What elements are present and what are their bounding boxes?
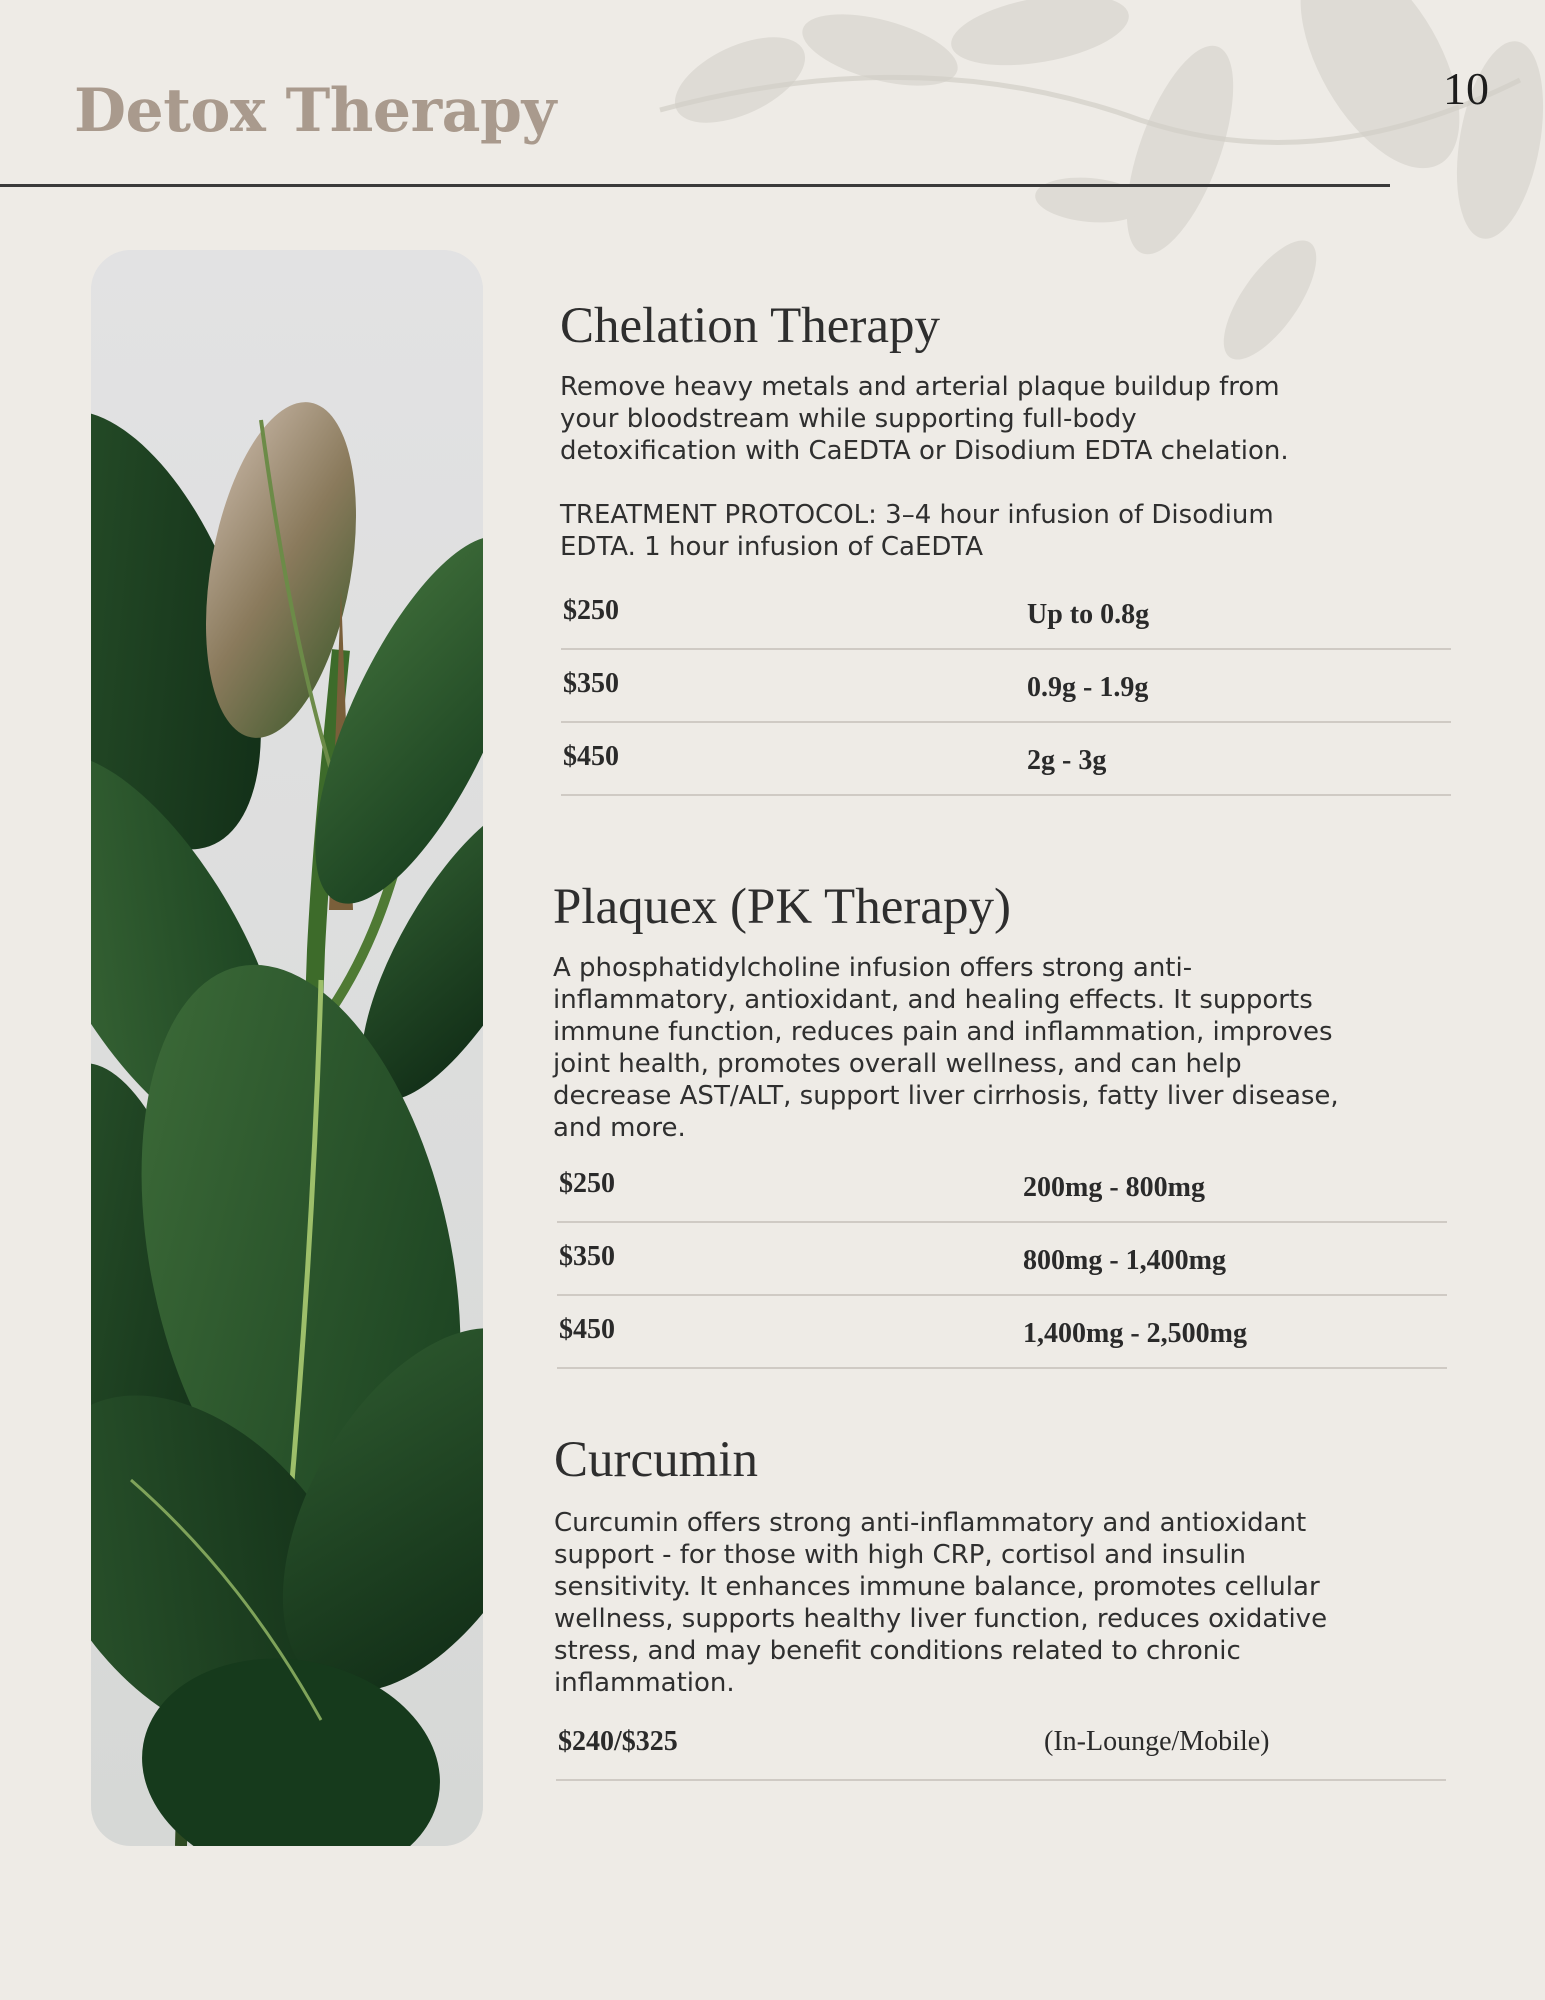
section-description: Curcumin offers strong anti-inflammatory and antioxidant support - for those with high CRP, cortisol and insulin sensitivity. It enhances immune balance, promotes cellular wellness, supports healthy liver function, reduces oxidative stress, and may benefit conditions related to chronic inflammation. <box>554 1508 1328 1699</box>
chelation-price-table <box>561 577 1451 796</box>
section-title: Chelation Therapy <box>560 298 941 354</box>
curcumin-section <box>554 1430 1454 1699</box>
section-title: Plaquex (PK Therapy) <box>553 879 1011 935</box>
section-description: Remove heavy metals and arterial plaque buildup from your bloodstream while supporting full-body detoxification with CaEDTA or Disodium EDTA chelation. <box>560 372 1289 467</box>
price-row <box>557 1223 1447 1296</box>
service-location: (In-Lounge/Mobile) <box>1044 1726 1270 1757</box>
section-title: Curcumin <box>554 1432 758 1488</box>
curcumin-price-table <box>556 1708 1446 1781</box>
price: $240/$325 <box>558 1726 678 1757</box>
price: $350 <box>559 1241 615 1272</box>
price-row <box>561 723 1451 796</box>
dose-range: 2g - 3g <box>1027 745 1107 776</box>
price: $350 <box>563 668 619 699</box>
price: $250 <box>559 1168 615 1199</box>
dose-range: 0.9g - 1.9g <box>1027 672 1149 703</box>
dose-range: Up to 0.8g <box>1027 599 1150 630</box>
treatment-protocol: TREATMENT PROTOCOL: 3–4 hour infusion of Disodium EDTA. 1 hour infusion of CaEDTA <box>560 500 1274 563</box>
price-row <box>556 1708 1446 1781</box>
dose-range: 200mg - 800mg <box>1023 1172 1205 1203</box>
price-row <box>557 1296 1447 1369</box>
price: $250 <box>563 595 619 626</box>
page-title: Detox Therapy <box>74 76 556 146</box>
rubber-plant-photo <box>91 250 483 1846</box>
chelation-section <box>560 296 1460 563</box>
section-description: A phosphatidylcholine infusion offers strong anti- inflammatory, antioxidant, and healing effects. It supports immune function, reduces pain and inflammation, improves joint health, promotes overall wellness, and can help decrease AST/ALT, support liver cirrhosis, fatty liver disease, and more. <box>553 953 1339 1144</box>
page-number: 10 <box>1443 63 1489 114</box>
price-row <box>561 650 1451 723</box>
price-row <box>557 1150 1447 1223</box>
price: $450 <box>563 741 619 772</box>
dose-range: 800mg - 1,400mg <box>1023 1245 1226 1276</box>
dose-range: 1,400mg - 2,500mg <box>1023 1318 1247 1349</box>
price: $450 <box>559 1314 615 1345</box>
plaquex-price-table <box>557 1150 1447 1369</box>
price-row <box>561 577 1451 650</box>
header-divider <box>0 184 1390 187</box>
plaquex-section <box>553 877 1453 1144</box>
